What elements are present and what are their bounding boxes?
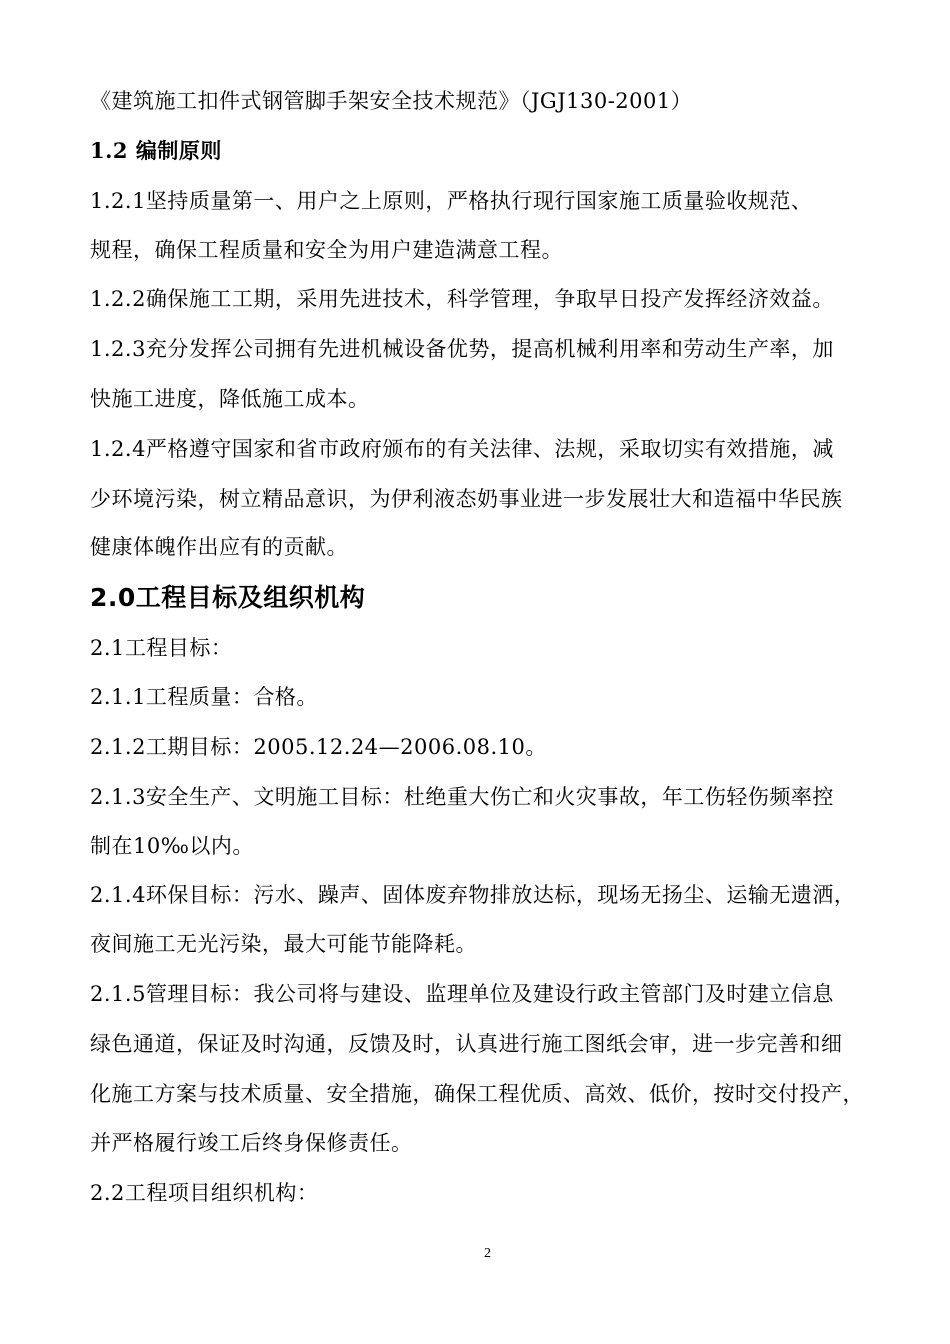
- page-number: 2: [484, 1246, 491, 1261]
- item-2-1-5-line-1: 2.1.5管理目标：我公司将与建设、监理单位及建设行政主管部门及时建立信息: [90, 982, 834, 1006]
- item-2-1-3-line-1: 2.1.3安全生产、文明施工目标：杜绝重大伤亡和火灾事故，年工伤轻伤频率控: [90, 785, 834, 809]
- item-2-1-3-line-2: 制在10‰以内。: [90, 834, 254, 858]
- paragraph-1-2-1-line-2: 规程，确保工程质量和安全为用户建造满意工程。: [90, 238, 563, 262]
- item-2-1-4-line-1: 2.1.4环保目标：污水、躁声、固体废弃物排放达标，现场无扬尘、运输无遗洒，: [90, 883, 856, 907]
- item-2-1-1: 2.1.1工程质量：合格。: [90, 685, 318, 709]
- paragraph-1-2-4-line-3: 健康体魄作出应有的贡献。: [90, 535, 348, 559]
- paragraph-1-2-3-line-1: 1.2.3充分发挥公司拥有先进机械设备优势，提高机械利用率和劳动生产率，加: [90, 337, 834, 361]
- reference-standard: 《建筑施工扣件式钢管脚手架安全技术规范》（JGJ130-2001）: [90, 89, 693, 113]
- subheading-2-2: 2.2工程项目组织机构：: [90, 1181, 319, 1205]
- paragraph-1-2-4-line-2: 少环境污染，树立精品意识，为伊利液态奶事业进一步发展壮大和造福中华民族: [90, 487, 843, 511]
- subheading-2-1: 2.1工程目标：: [90, 636, 233, 660]
- item-2-1-5-line-3: 化施工方案与技术质量、安全措施，确保工程优质、高效、低价，按时交付投产，: [90, 1082, 864, 1106]
- item-2-1-5-line-2: 绿色通道，保证及时沟通，反馈及时，认真进行施工图纸会审，进一步完善和细: [90, 1032, 843, 1056]
- item-2-1-2: 2.1.2工期目标：2005.12.24—2006.08.10。: [90, 735, 547, 759]
- section-heading-2-0: 2.0工程目标及组织机构: [90, 583, 366, 612]
- paragraph-1-2-4-line-1: 1.2.4严格遵守国家和省市政府颁布的有关法律、法规，采取切实有效措施，减: [90, 437, 834, 461]
- section-heading-1-2: 1.2 编制原则: [90, 138, 222, 163]
- paragraph-1-2-2: 1.2.2确保施工工期，采用先进技术，科学管理，争取早日投产发挥经济效益。: [90, 287, 834, 311]
- item-2-1-4-line-2: 夜间施工无光污染，最大可能节能降耗。: [90, 932, 477, 956]
- paragraph-1-2-3-line-2: 快施工进度，降低施工成本。: [90, 387, 370, 411]
- item-2-1-5-line-4: 并严格履行竣工后终身保修责任。: [90, 1131, 413, 1155]
- paragraph-1-2-1-line-1: 1.2.1坚持质量第一、用户之上原则，严格执行现行国家施工质量验收规范、: [90, 189, 813, 213]
